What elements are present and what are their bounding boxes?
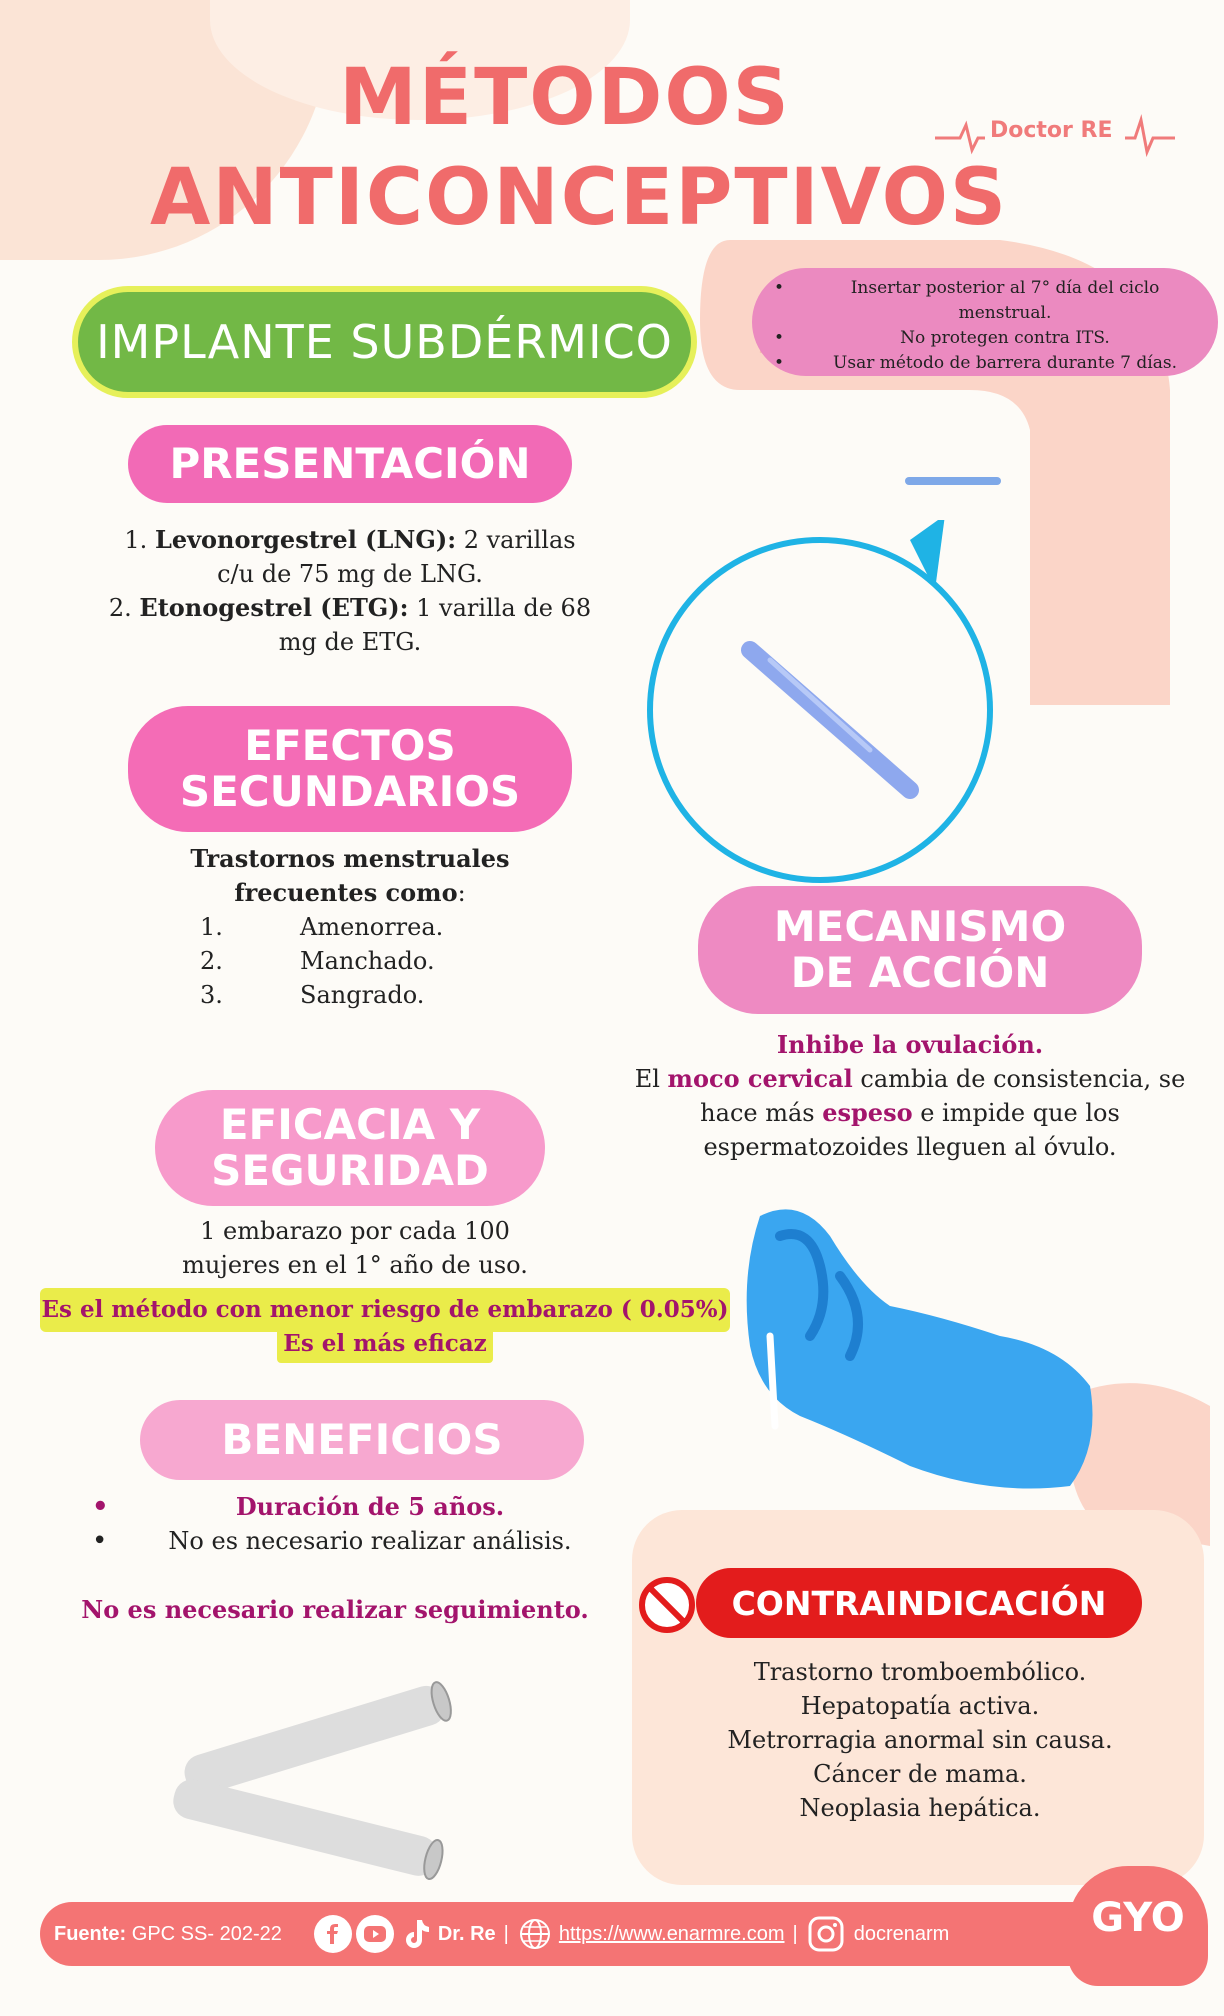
side-effects-intro: Trastornos menstruales frecuentes como: (190, 844, 510, 907)
section-badge: GYO (1068, 1866, 1208, 1986)
note-item: • Insertar posterior al 7° día del ciclo menstrual. (774, 276, 1196, 326)
implant-rod-small (905, 477, 1001, 485)
side-effects-heading: EFECTOS SECUNDARIOS (128, 706, 572, 832)
list-item: • Duración de 5 años. (92, 1490, 612, 1524)
efficacy-highlight-2: Es el más eficaz (277, 1325, 493, 1363)
list-item: Cáncer de mama. (813, 1760, 1027, 1788)
side-effects-list (200, 910, 500, 1012)
note-item: • No protegen contra ITS. (774, 326, 1196, 351)
author-name: Dr. Re (437, 1922, 496, 1945)
tiktok-icon[interactable] (398, 1915, 436, 1953)
method-pill: IMPLANTE SUBDÉRMICO (72, 286, 697, 398)
facebook-icon[interactable] (314, 1915, 352, 1953)
list-item: Neoplasia hepática. (799, 1794, 1041, 1822)
mechanism-text: Inhibe la ovulación. El moco cervical cambia de consistencia, se hace más espeso e impide que los espermatozoides lleguen al óvulo. (634, 1030, 1186, 1161)
instagram-icon[interactable] (806, 1914, 846, 1954)
gloved-hand-illustration (740, 1196, 1210, 1546)
benefits-heading: BENEFICIOS (140, 1400, 584, 1480)
youtube-icon[interactable] (356, 1915, 394, 1953)
list-item: Trastorno tromboembólico. (753, 1658, 1087, 1686)
notes-box (752, 268, 1218, 376)
efficacy-heading: EFICACIA Y SEGURIDAD (155, 1090, 545, 1206)
contraindication-list (700, 1655, 1140, 1825)
list-item: Hepatopatía activa. (800, 1692, 1040, 1720)
list-item: Metrorragia anormal sin causa. (727, 1726, 1113, 1754)
implant-rods-illustration (150, 1660, 480, 1890)
list-item: 2. Manchado. (200, 947, 435, 975)
list-item: • No es necesario realizar análisis. (92, 1524, 612, 1558)
benefits-note: No es necesario realizar seguimiento. (81, 1595, 589, 1624)
source-label: Fuente: (54, 1922, 127, 1945)
presentation-text: 1. Levonorgestrel (LNG): 2 varillas c/u de 75 mg de LNG. 2. Etonogestrel (ETG): 1 varilla de 68 mg de ETG. (108, 525, 592, 656)
efficacy-highlight: Es el método con menor riesgo de embarazo ( 0.05%) (40, 1288, 730, 1332)
implant-zoom-bubble (640, 520, 1010, 890)
list-item: 3. Sangrado. (200, 981, 425, 1009)
presentation-heading: PRESENTACIÓN (128, 425, 572, 503)
brand-logo: Doctor RE (990, 118, 1113, 143)
footer-content: Fuente: GPC SS- 202-22 Dr. Re | https://www.enarmre.com | docrenarm (54, 1902, 949, 1966)
page-title: MÉTODOS ANTICONCEPTIVOS (150, 53, 1009, 243)
globe-icon (517, 1916, 553, 1952)
prohibited-icon (638, 1576, 696, 1634)
instagram-handle[interactable]: docrenarm (853, 1922, 950, 1945)
source-value: GPC SS- 202-22 (131, 1922, 282, 1945)
note-item: • Usar método de barrera durante 7 días. (774, 351, 1196, 376)
contraindication-heading: CONTRAINDICACIÓN (696, 1568, 1142, 1638)
efficacy-text: 1 embarazo por cada 100 mujeres en el 1° año de uso. (182, 1217, 528, 1279)
list-item: 1. Amenorrea. (200, 913, 444, 941)
benefits-list (92, 1490, 612, 1558)
website-link[interactable]: https://www.enarmre.com (558, 1922, 785, 1945)
mechanism-heading: MECANISMO DE ACCIÓN (698, 886, 1142, 1014)
